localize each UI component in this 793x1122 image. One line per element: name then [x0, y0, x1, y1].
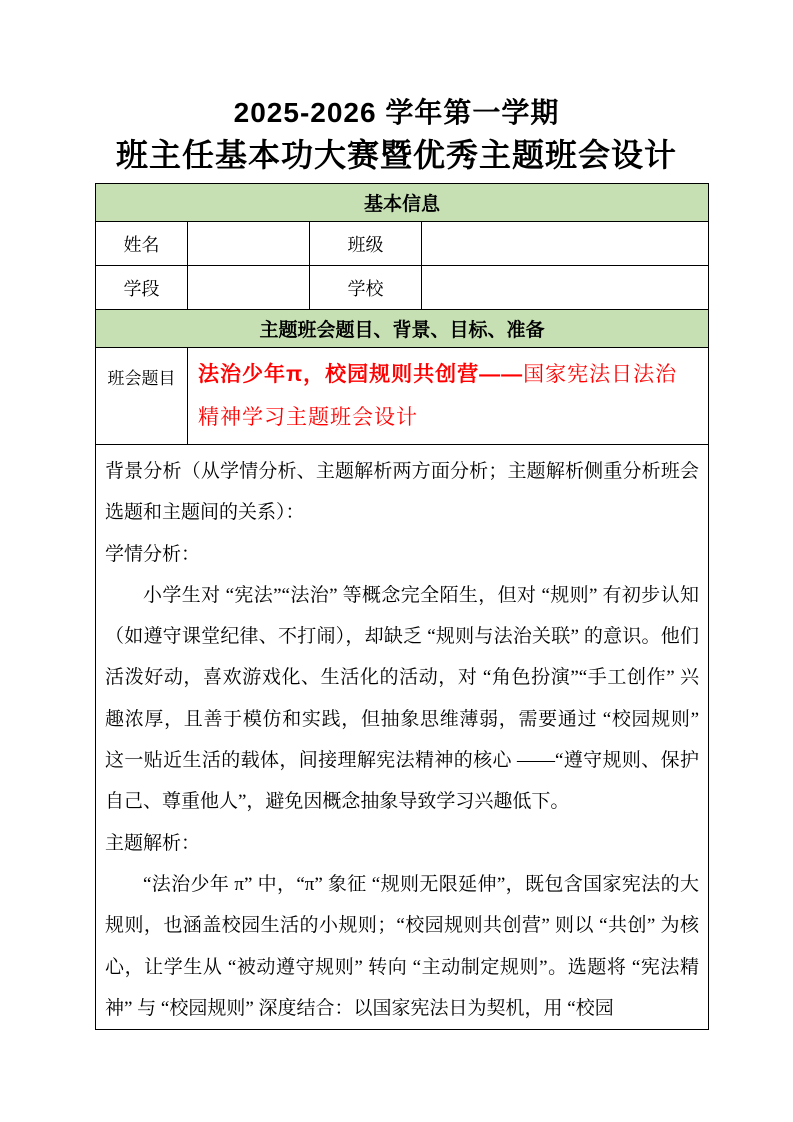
xueqing-paragraph: 小学生对 “宪法”“法治” 等概念完全陌生，但对 “规则” 有初步认知（如遵守课堂纪律、不打闹），却缺乏 “规则与法治关联” 的意识。他们活泼好动，喜欢游戏化、生活化的活动，对 “角色扮演”“手工创作” 兴趣浓厚，且善于模仿和实践，但抽象思维薄弱，需要通过 “校园规则” 这一贴近生活的载体，间接理解宪法精神的核心 ——“遵守规则、保护自己、尊重他人”，避免因概念抽象导致学习兴趣低下。: [105, 584, 700, 813]
xueqing-heading: 学情分析：: [105, 543, 201, 565]
topic-label: 班会题目: [96, 348, 188, 445]
zhuti-paragraph: “法治少年 π” 中，“π” 象征 “规则无限延伸”，既包含国家宪法的大规则，也涵盖校园生活的小规则；“校园规则共创营” 则以 “共创” 为核心，让学生从 “被动遵守规则” 转向 “主动制定规则”。选题将 “宪法精神” 与 “校园规则” 深度结合：以国家宪法日为契机，用 “校园: [105, 873, 700, 1019]
topic-title-regular-part: 国家宪法日法治精神学习主题班会设计: [198, 362, 678, 429]
main-form-table: [95, 183, 709, 1030]
basic-info-header: 基本信息: [96, 184, 709, 222]
name-label: 姓名: [96, 222, 188, 266]
title-semester: 2025-2026 学年第一学期: [233, 97, 560, 128]
class-input-cell[interactable]: [422, 222, 709, 266]
section-header-row-topic: [96, 310, 709, 348]
school-input-cell[interactable]: [422, 266, 709, 310]
document-title-block: [0, 0, 793, 178]
name-input-cell[interactable]: [188, 222, 310, 266]
table-row-background-analysis: [96, 445, 709, 1030]
section-header-row-basic-info: [96, 184, 709, 222]
table-row-name-class: [96, 222, 709, 266]
table-row-stage-school: [96, 266, 709, 310]
zhuti-heading: 主题解析：: [105, 832, 201, 854]
title-main: 班主任基本功大赛暨优秀主题班会设计: [115, 137, 677, 173]
class-label: 班级: [310, 222, 422, 266]
topic-title-bold-part: 法治少年π，校园规则共创营——: [198, 363, 524, 386]
topic-title-cell: [188, 348, 709, 445]
topic-section-header: 主题班会题目、背景、目标、准备: [96, 310, 709, 348]
school-label: 学校: [310, 266, 422, 310]
background-analysis-cell: [96, 445, 709, 1030]
stage-label: 学段: [96, 266, 188, 310]
table-row-topic-title: [96, 348, 709, 445]
background-analysis-intro: 背景分析（从学情分析、主题解析两方面分析；主题解析侧重分析班会选题和主题间的关系）：: [105, 461, 700, 524]
stage-input-cell[interactable]: [188, 266, 310, 310]
